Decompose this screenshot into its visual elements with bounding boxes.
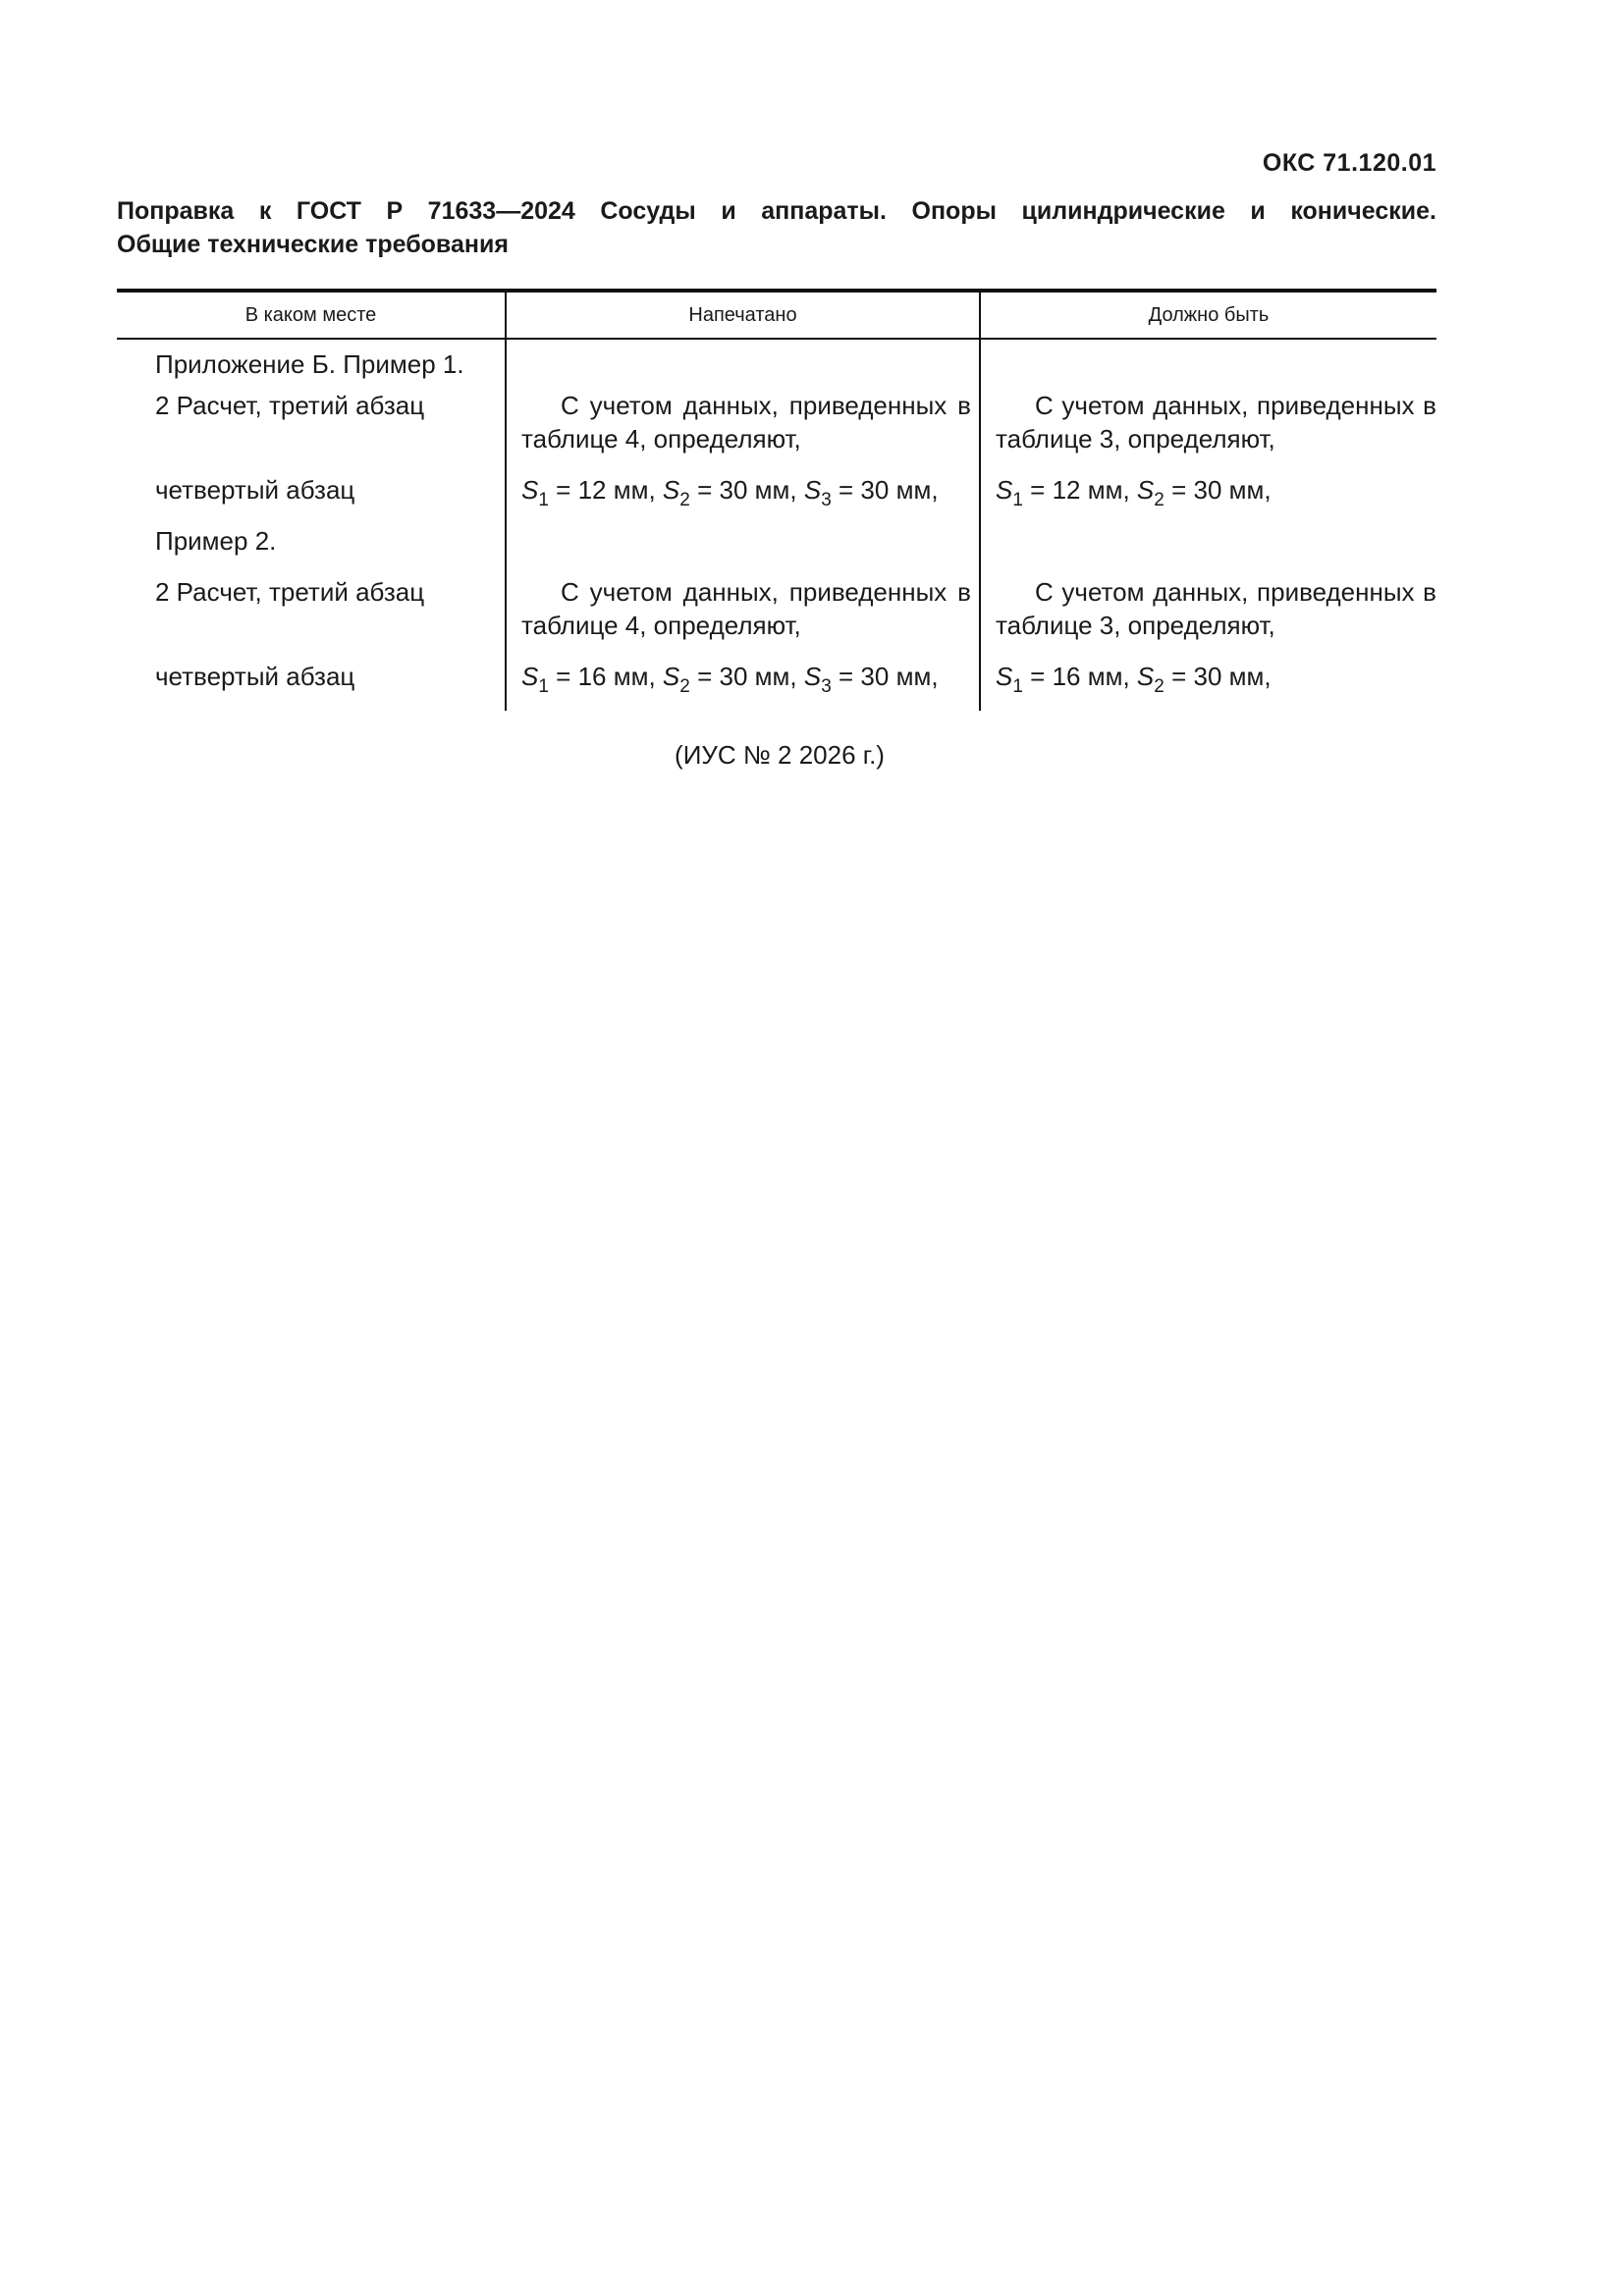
cell-should-be [980, 575, 1436, 660]
table-header-row [117, 291, 1436, 339]
title-line-2: Общие технические требования [117, 231, 509, 258]
oks-code: ОКС 71.120.01 [1262, 149, 1436, 177]
title-line-1: Поправка к ГОСТ Р 71633—2024 Сосуды и аппараты. Опоры цилиндрические и конические. [117, 197, 1436, 225]
cell-printed-formula: $S_1 = 12$ мм, $S_2 = 30$ мм, $S_3 = 30$ мм, [506, 473, 980, 524]
table-row [117, 575, 1436, 660]
cell-place: Приложение Б. Пример 1. [155, 349, 464, 379]
header-printed: Напечатано [506, 291, 980, 339]
table-row [117, 524, 1436, 575]
header-should-be: Должно быть [980, 291, 1436, 339]
cell-printed [506, 339, 980, 389]
cell-should-be [980, 339, 1436, 389]
cell-place: четвертый абзац [155, 662, 355, 691]
table-row [117, 660, 1436, 711]
cell-place: 2 Расчет, третий абзац [155, 391, 425, 420]
should-be-text: С учетом данных, приведенных в таблице 3, определяют, [996, 577, 1436, 640]
cell-should-be [980, 389, 1436, 473]
cell-place: четвертый абзац [155, 475, 355, 505]
document-title [117, 194, 1436, 261]
cell-should-be-formula: $S_1 = 12$ мм, $S_2 = 30$ мм, [980, 473, 1436, 524]
cell-place: Пример 2. [155, 526, 277, 556]
cell-printed [506, 575, 980, 660]
correction-table [117, 289, 1436, 711]
cell-printed-formula: $S_1 = 16$ мм, $S_2 = 30$ мм, $S_3 = 30$ мм, [506, 660, 980, 711]
cell-place: 2 Расчет, третий абзац [155, 577, 425, 607]
cell-printed [506, 389, 980, 473]
table-row [117, 389, 1436, 473]
cell-should-be-formula: $S_1 = 16$ мм, $S_2 = 30$ мм, [980, 660, 1436, 711]
table-row [117, 339, 1436, 389]
printed-text: С учетом данных, приведенных в таблице 4, определяют, [521, 577, 971, 640]
cell-printed [506, 524, 980, 575]
should-be-text: С учетом данных, приведенных в таблице 3, определяют, [996, 391, 1436, 454]
table-row [117, 473, 1436, 524]
header-place: В каком месте [117, 291, 506, 339]
cell-should-be [980, 524, 1436, 575]
ius-reference: (ИУС № 2 2026 г.) [675, 740, 885, 770]
printed-text: С учетом данных, приведенных в таблице 4, определяют, [521, 391, 971, 454]
